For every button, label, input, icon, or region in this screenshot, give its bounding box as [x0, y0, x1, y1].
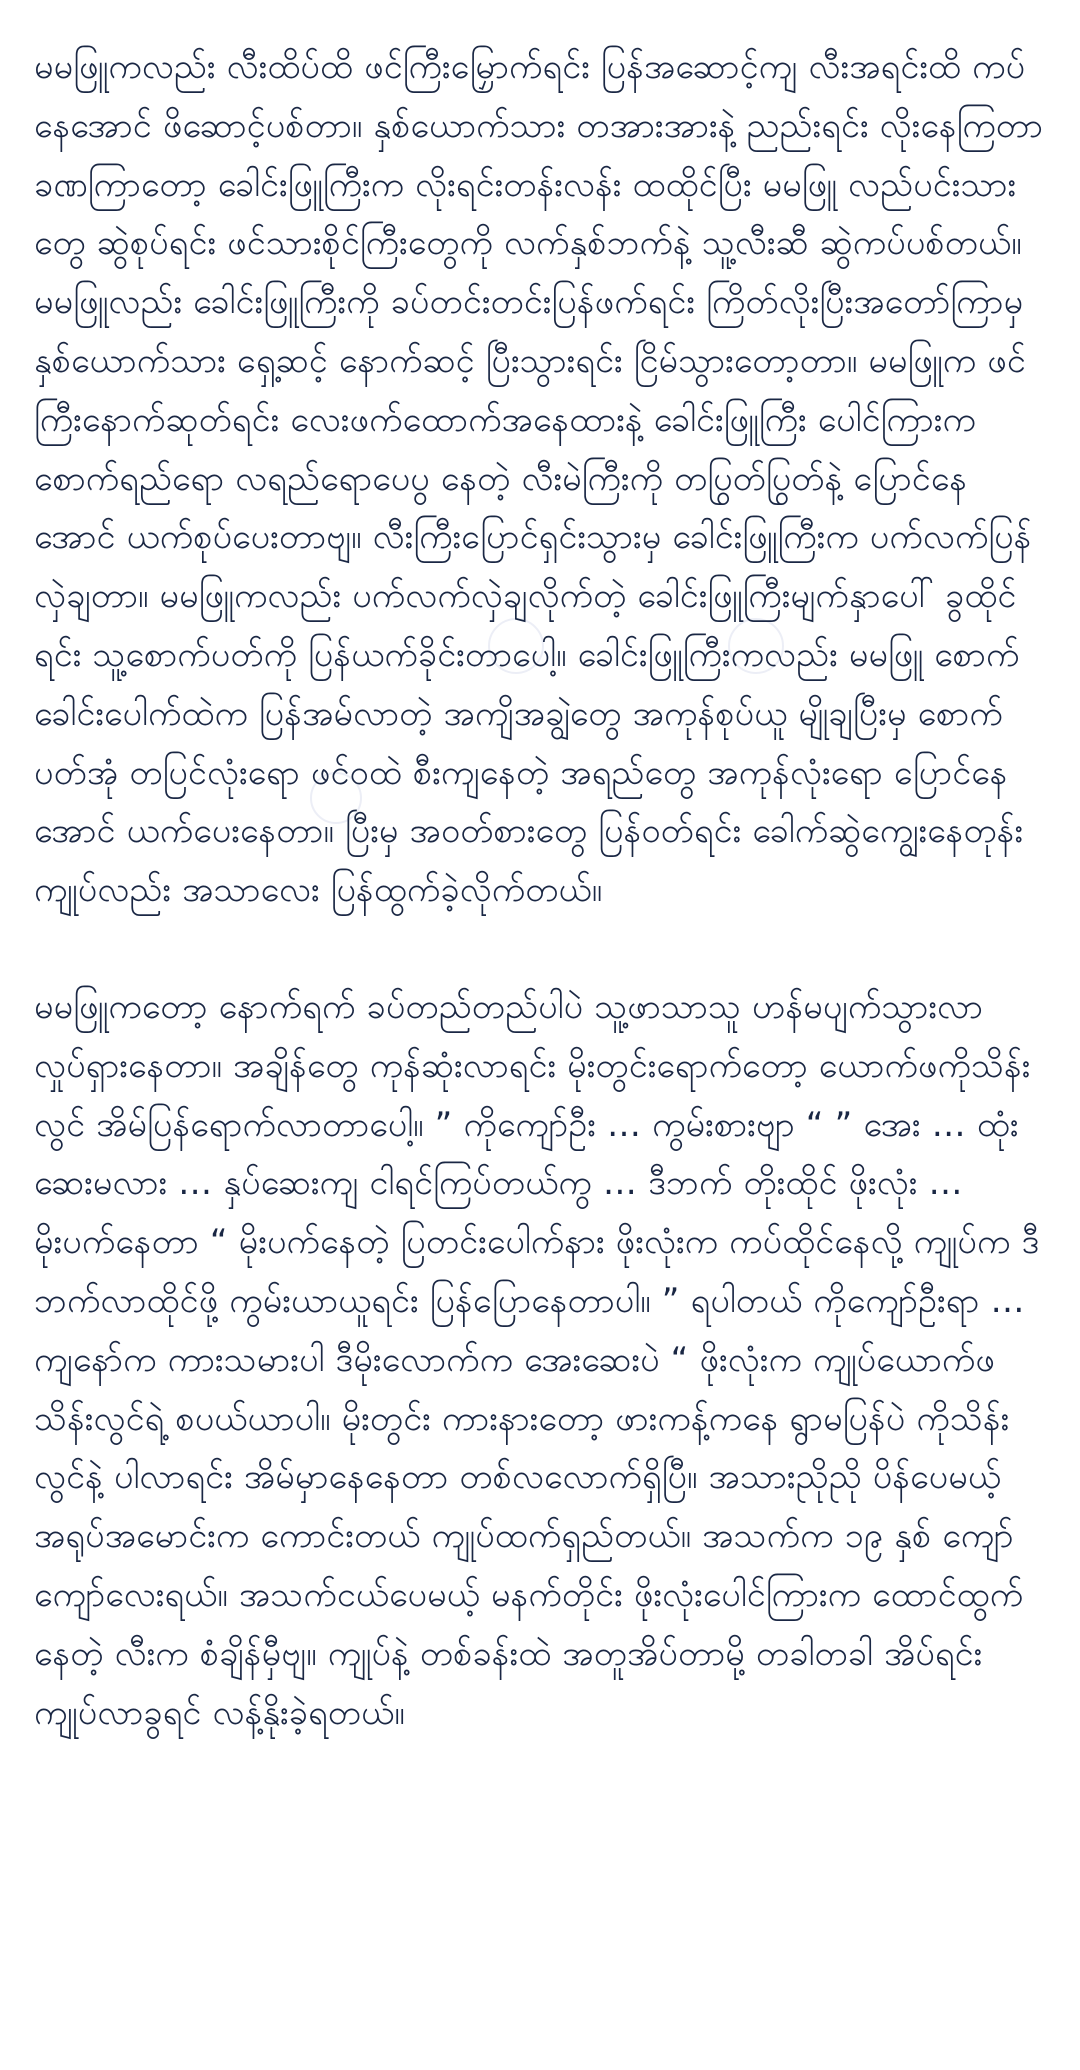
story-paragraph: မမဖြူကလည်း လီးထိပ်ထိ ဖင်ကြီးမြှောက်ရင်း ပြန်အဆောင့်ကျ လီးအရင်းထိ ကပ်နေအောင် ဖိဆောင့်ပစ်တာ။ နှစ်ယောက်သား တအားအားနဲ့ ညည်းရင်း လိုးနေကြတာ ခဏကြာတော့ ခေါင်းဖြူကြီးက လိုးရင်းတန်းလန်း ထထိုင်ပြီး မမဖြူ လည်ပင်းသားတွေ ဆွဲစုပ်ရင်း ဖင်သားစိုင်ကြီးတွေကို လက်နှစ်ဘက်နဲ့ သူ့လီးဆီ ဆွဲကပ်ပစ်တယ်။ မမဖြူလည်း ခေါင်းဖြူကြီးကို ခပ်တင်းတင်းပြန်ဖက်ရင်း ကြိတ်လိုးပြီးအတော်ကြာမှ နှစ်ယောက်သား ရှေ့ဆင့် နောက်ဆင့် ပြီးသွားရင်း ငြိမ်သွားတော့တာ။ မမဖြူက ဖင်ကြီးနောက်ဆုတ်ရင်း လေးဖက်ထောက်အနေထားနဲ့ ခေါင်းဖြူကြီး ပေါင်ကြားက စောက်ရည်ရော လရည်ရောပေပွ နေတဲ့ လီးမဲကြီးကို တပြွတ်ပြွတ်နဲ့ ပြောင်နေအောင် ယက်စုပ်ပေးတာဗျ။ လီးကြီးပြောင်ရှင်းသွားမှ ခေါင်းဖြူကြီးက ပက်လက်ပြန်လှဲချတာ။ မမဖြူကလည်း ပက်လက်လှဲချလိုက်တဲ့ ခေါင်းဖြူကြီးမျက်နှာပေါ် ခွထိုင်ရင်း သူ့စောက်ပတ်ကို ပြန်ယက်ခိုင်းတာပေါ့။ ခေါင်းဖြူကြီးကလည်း မမဖြူ စောက်ခေါင်းပေါက်ထဲက ပြန်အမ်လာတဲ့ အကျိအချွဲတွေ အကုန်စုပ်ယူ မျိုချပြီးမှ စောက်ပတ်အုံ တပြင်လုံးရော ဖင်ဝထဲ စီးကျနေတဲ့ အရည်တွေ အကုန်လုံးရော ပြောင်နေအောင် ယက်ပေးနေတာ။ ပြီးမှ အဝတ်စားတွေ ပြန်ဝတ်ရင်း ခေါက်ဆွဲကျွေးနေတုန်း ကျုပ်လည်း အသာလေး ပြန်ထွက်ခဲ့လိုက်တယ်။ — [34, 47, 1044, 911]
story-text — [34, 38, 1046, 1742]
story-paragraph: မမဖြူကတော့ နောက်ရက် ခပ်တည်တည်ပါပဲ သူ့ဖာသာသူ ဟန်မပျက်သွားလာလှုပ်ရှားနေတာ။ အချိန်တွေ ကုန်ဆုံးလာရင်း မိုးတွင်းရောက်တော့ ယောက်ဖကိုသိန်းလွင် အိမ်ပြန်ရောက်လာတာပေါ့။ ” ကိုကျော်ဦး … ကွမ်းစားဗျာ “ ” အေး … ထုံးဆေးမလား … နှပ်ဆေးကျ ငါရင်ကြပ်တယ်ကွ … ဒီဘက် တိုးထိုင် ဖိုးလုံး … မိုးပက်နေတာ “ မိုးပက်နေတဲ့ ပြတင်းပေါက်နား ဖိုးလုံးက ကပ်ထိုင်နေလို့ ကျုပ်က ဒီဘက်လာထိုင်ဖို့ ကွမ်းယာယူရင်း ပြန်ပြောနေတာပါ။ ” ရပါတယ် ကိုကျော်ဦးရာ … ကျနော်က ကားသမားပါ ဒီမိုးလောက်က အေးဆေးပဲ “ ဖိုးလုံးက ကျုပ်ယောက်ဖသိန်းလွင်ရဲ့ စပယ်ယာပါ။ မိုးတွင်း ကားနားတော့ ဖားကန့်ကနေ ရွာမပြန်ပဲ ကိုသိန်းလွင်နဲ့ ပါလာရင်း အိမ်မှာနေနေတာ တစ်လလောက်ရှိပြီ။ အသားညိုညို ပိန်ပေမယ့် အရုပ်အမောင်းက ကောင်းတယ် ကျုပ်ထက်ရှည်တယ်။ အသက်က ၁၉ နှစ် ကျော်ကျော်လေးရယ်။ အသက်ငယ်ပေမယ့် မနက်တိုင်း ဖိုးလုံးပေါင်ကြားက ထောင်ထွက်နေတဲ့ လီးက စံချိန်မှီဗျ။ ကျုပ်နဲ့ တစ်ခန်းထဲ အတူအိပ်တာမို့ တခါတခါ အိပ်ရင်း ကျုပ်လာခွရင် လန့်နိုးခဲ့ရတယ်။ — [34, 986, 1040, 1733]
